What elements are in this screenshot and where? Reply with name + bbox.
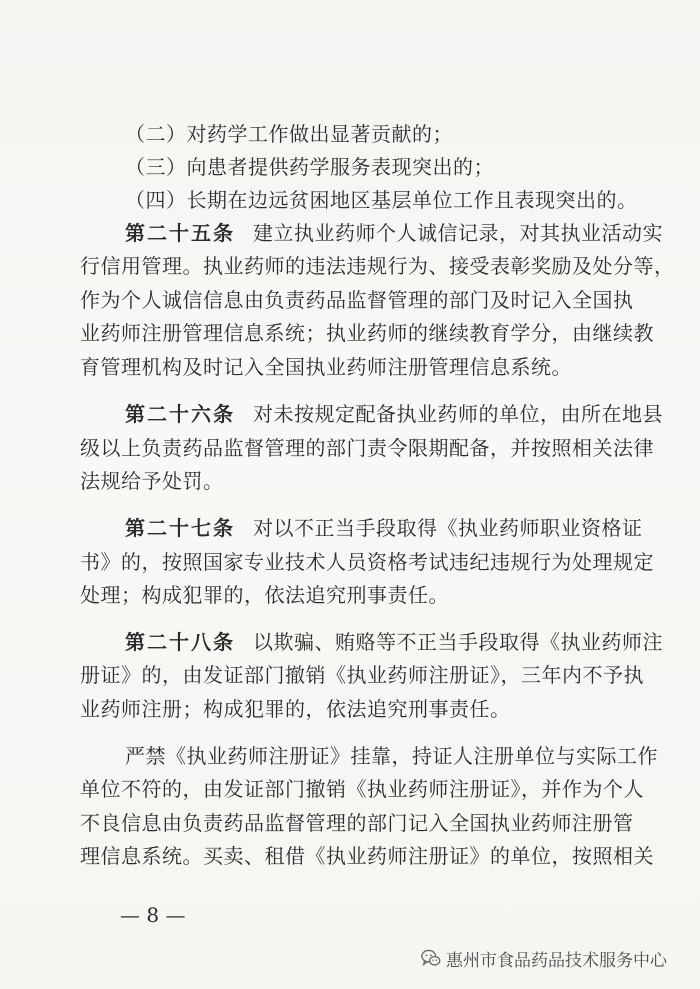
text-line: 作为个人诚信信息由负责药品监督管理的部门及时记入全国执 (80, 288, 634, 312)
text-line: 严禁《执业药师注册证》挂靠，持证人注册单位与实际工作 (125, 744, 658, 768)
text-line: 业药师注册管理信息系统；执业药师的继续教育学分，由继续教 (80, 321, 654, 345)
watermark-text: 惠州市食品药品技术服务中心 (446, 950, 667, 971)
watermark (420, 947, 667, 969)
page-number: — 8 — (120, 903, 186, 927)
article-heading: 第二十五条 (125, 221, 235, 245)
text-line: 业药师注册；构成犯罪的，依法追究刑事责任。 (80, 697, 511, 721)
text-line: 级以上负责药品监督管理的部门责令限期配备，并按照相关法律 (80, 436, 654, 460)
article-heading: 第二十八条 (125, 630, 235, 654)
text-line: （二）对药学工作做出显著贡献的； (125, 122, 453, 146)
article-heading: 第二十六条 (125, 402, 235, 426)
article-heading: 第二十七条 (125, 516, 235, 540)
article-28-line: 第二十八条 以欺骗、贿赂等不正当手段取得《执业药师注 (125, 630, 663, 654)
text-line: 理信息系统。买卖、租借《执业药师注册证》的单位，按照相关 (80, 844, 654, 868)
text-line: （三）向患者提供药学服务表现突出的； (125, 155, 494, 179)
text-line: 书》的，按照国家专业技术人员资格考试违纪违规行为处理规定 (80, 550, 654, 574)
article-27-line: 第二十七条 对以不正当手段取得《执业药师职业资格证 (125, 516, 643, 540)
text-line: 单位不符的，由发证部门撤销《执业药师注册证》，并作为个人 (80, 777, 644, 801)
article-26-line: 第二十六条 对未按规定配备执业药师的单位，由所在地县 (125, 402, 663, 426)
wechat-icon (420, 947, 442, 969)
text-line: 册证》的，由发证部门撤销《执业药师注册证》，三年内不予执 (80, 663, 644, 687)
text-line: 处理；构成犯罪的，依法追究刑事责任。 (80, 583, 449, 607)
article-25-line: 第二十五条 建立执业药师个人诚信记录，对其执业活动实 (125, 221, 663, 245)
text-line: （四）长期在边远贫困地区基层单位工作且表现突出的。 (125, 188, 638, 212)
text-line: 行信用管理。执业药师的违法违规行为、接受表彰奖励及处分等， (80, 254, 675, 278)
text-line: 育管理机构及时记入全国执业药师注册管理信息系统。 (80, 355, 572, 379)
text-line: 法规给予处罚。 (80, 469, 224, 493)
text-line: 不良信息由负责药品监督管理的部门记入全国执业药师注册管 (80, 811, 634, 835)
